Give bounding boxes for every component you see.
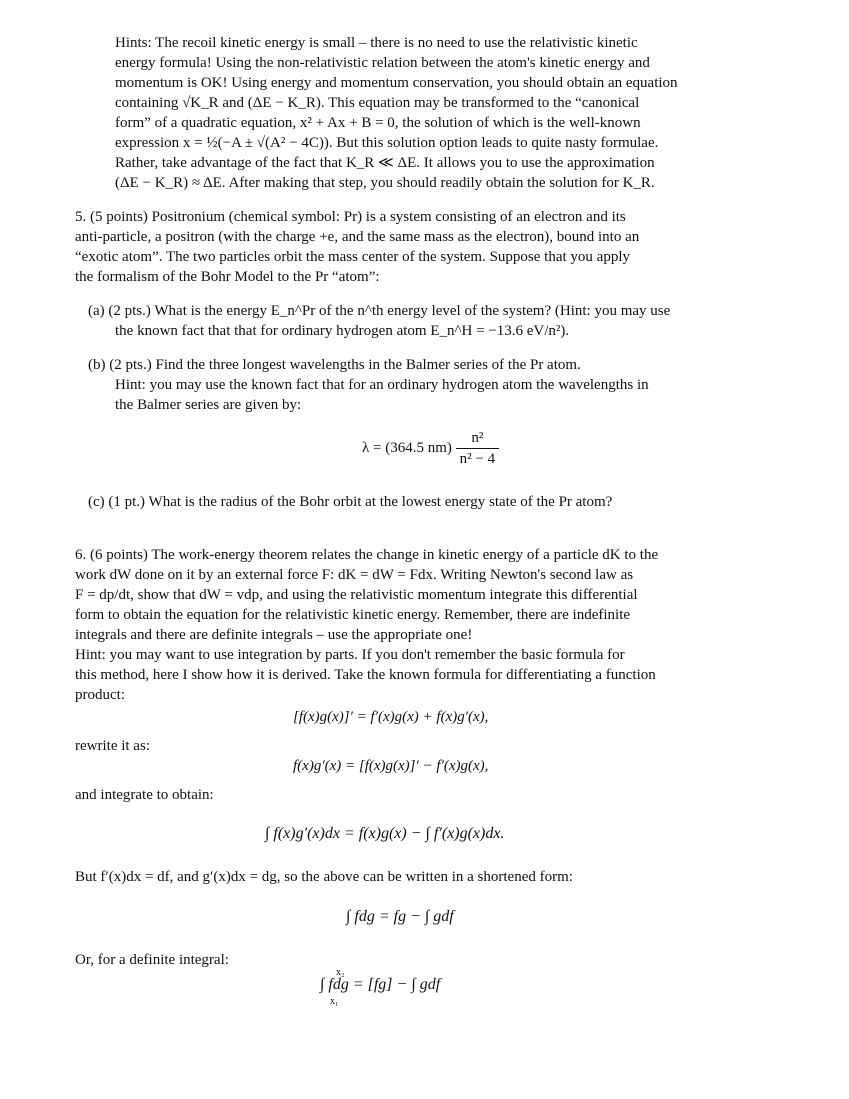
problem-5b-line: the Balmer series are given by: xyxy=(115,397,302,413)
problem-6-line: product: xyxy=(75,687,125,703)
problem-5-intro xyxy=(75,207,764,287)
shortened-form-line: But f′(x)dx = df, and g′(x)dx = dg, so the above can be written in a shortened form: xyxy=(75,869,573,885)
problem-6-line: form to obtain the equation for the relativistic kinetic energy. Remember, there are indefinite xyxy=(75,607,631,623)
hints-paragraph xyxy=(115,33,764,193)
limit-lower-label: x₁ xyxy=(330,996,339,1007)
problem-5a-line: (a) (2 pts.) What is the energy E_n^Pr of the n^th energy level of the system? (Hint: you may use xyxy=(88,303,671,319)
problem-6-intro xyxy=(75,545,764,705)
definite-integral-label: Or, for a definite integral: xyxy=(75,952,229,968)
problem-6-line: 6. (6 points) The work-energy theorem relates the change in kinetic energy of a particle dK to the xyxy=(75,547,659,563)
hints-line: energy formula! Using the non-relativistic relation between the atom's kinetic energy and xyxy=(115,55,650,71)
balmer-denominator: n² − 4 xyxy=(456,448,499,469)
balmer-numerator: n² xyxy=(471,430,484,446)
problem-6-line: Hint: you may want to use integration by parts. If you don't remember the basic formula for xyxy=(75,647,625,663)
problem-5-line: anti-particle, a positron (with the charge +e, and the same mass as the electron), bound into an xyxy=(75,229,640,245)
hints-line: containing √K_R and (ΔE − K_R). This equation may be transformed to the “canonical xyxy=(115,95,640,111)
hints-line: expression x = ½(−A ± √(A² − 4C)). But this solution option leads to quite nasty formulae. xyxy=(115,135,659,151)
rewritten-equation: f(x)g′(x) = [f(x)g(x)]′ − f′(x)g(x), xyxy=(293,758,489,774)
hints-line: Hints: The recoil kinetic energy is small – there is no need to use the relativistic kinetic xyxy=(115,35,638,51)
parts-formula: ∫ fdg = fg − ∫ gdf xyxy=(346,908,454,925)
problem-5-line: 5. (5 points) Positronium (chemical symbol: Pr) is a system consisting of an electron and its xyxy=(75,209,626,225)
problem-5a-line: the known fact that that for ordinary hydrogen atom E_n^H = −13.6 eV/n²). xyxy=(115,323,570,339)
problem-5a xyxy=(88,301,764,341)
problem-5-line: “exotic atom”. The two particles orbit the mass center of the system. Suppose that you apply xyxy=(75,249,630,265)
integrated-equation: ∫ f(x)g′(x)dx = f(x)g(x) − ∫ f′(x)g(x)dx. xyxy=(265,825,505,842)
problem-5b-line: (b) (2 pts.) Find the three longest wavelengths in the Balmer series of the Pr atom. xyxy=(88,357,581,373)
problem-6-line: F = dp/dt, show that dW = vdp, and using the relativistic momentum integrate this differential xyxy=(75,587,638,603)
hints-line: Rather, take advantage of the fact that K_R ≪ ΔE. It allows you to use the approximation xyxy=(115,155,655,171)
problem-6-line: integrals and there are definite integrals – use the appropriate one! xyxy=(75,627,473,643)
definite-parts-formula-text: ∫ fdg = [fg] − ∫ gdf xyxy=(320,976,441,993)
balmer-lhs: λ = (364.5 nm) xyxy=(362,439,452,456)
balmer-fraction xyxy=(456,428,499,469)
balmer-equation xyxy=(362,428,499,469)
problem-5b xyxy=(88,355,764,415)
integrate-label: and integrate to obtain: xyxy=(75,787,214,803)
problem-6-line: this method, here I show how it is derived. Take the known formula for differentiating a function xyxy=(75,667,656,683)
rewrite-label: rewrite it as: xyxy=(75,738,150,754)
product-rule-equation: [f(x)g(x)]′ = f′(x)g(x) + f(x)g′(x), xyxy=(293,709,489,725)
problem-6-line: work dW done on it by an external force F: dK = dW = Fdx. Writing Newton's second law as xyxy=(75,567,634,583)
problem-5c-line: (c) (1 pt.) What is the radius of the Bohr orbit at the lowest energy state of the Pr atom? xyxy=(88,494,613,510)
problem-5-line: the formalism of the Bohr Model to the Pr “atom”: xyxy=(75,269,380,285)
hints-line: form” of a quadratic equation, x² + Ax + B = 0, the solution of which is the well-known xyxy=(115,115,641,131)
hints-line: momentum is OK! Using energy and momentum conservation, you should obtain an equation xyxy=(115,75,678,91)
hints-line: (ΔE − K_R) ≈ ΔE. After making that step, you should readily obtain the solution for K_R. xyxy=(115,175,655,191)
problem-5c xyxy=(88,492,764,512)
limit-upper-label: x₂ xyxy=(336,967,345,978)
problem-5b-line: Hint: you may use the known fact that for an ordinary hydrogen atom the wavelengths in xyxy=(115,377,649,393)
